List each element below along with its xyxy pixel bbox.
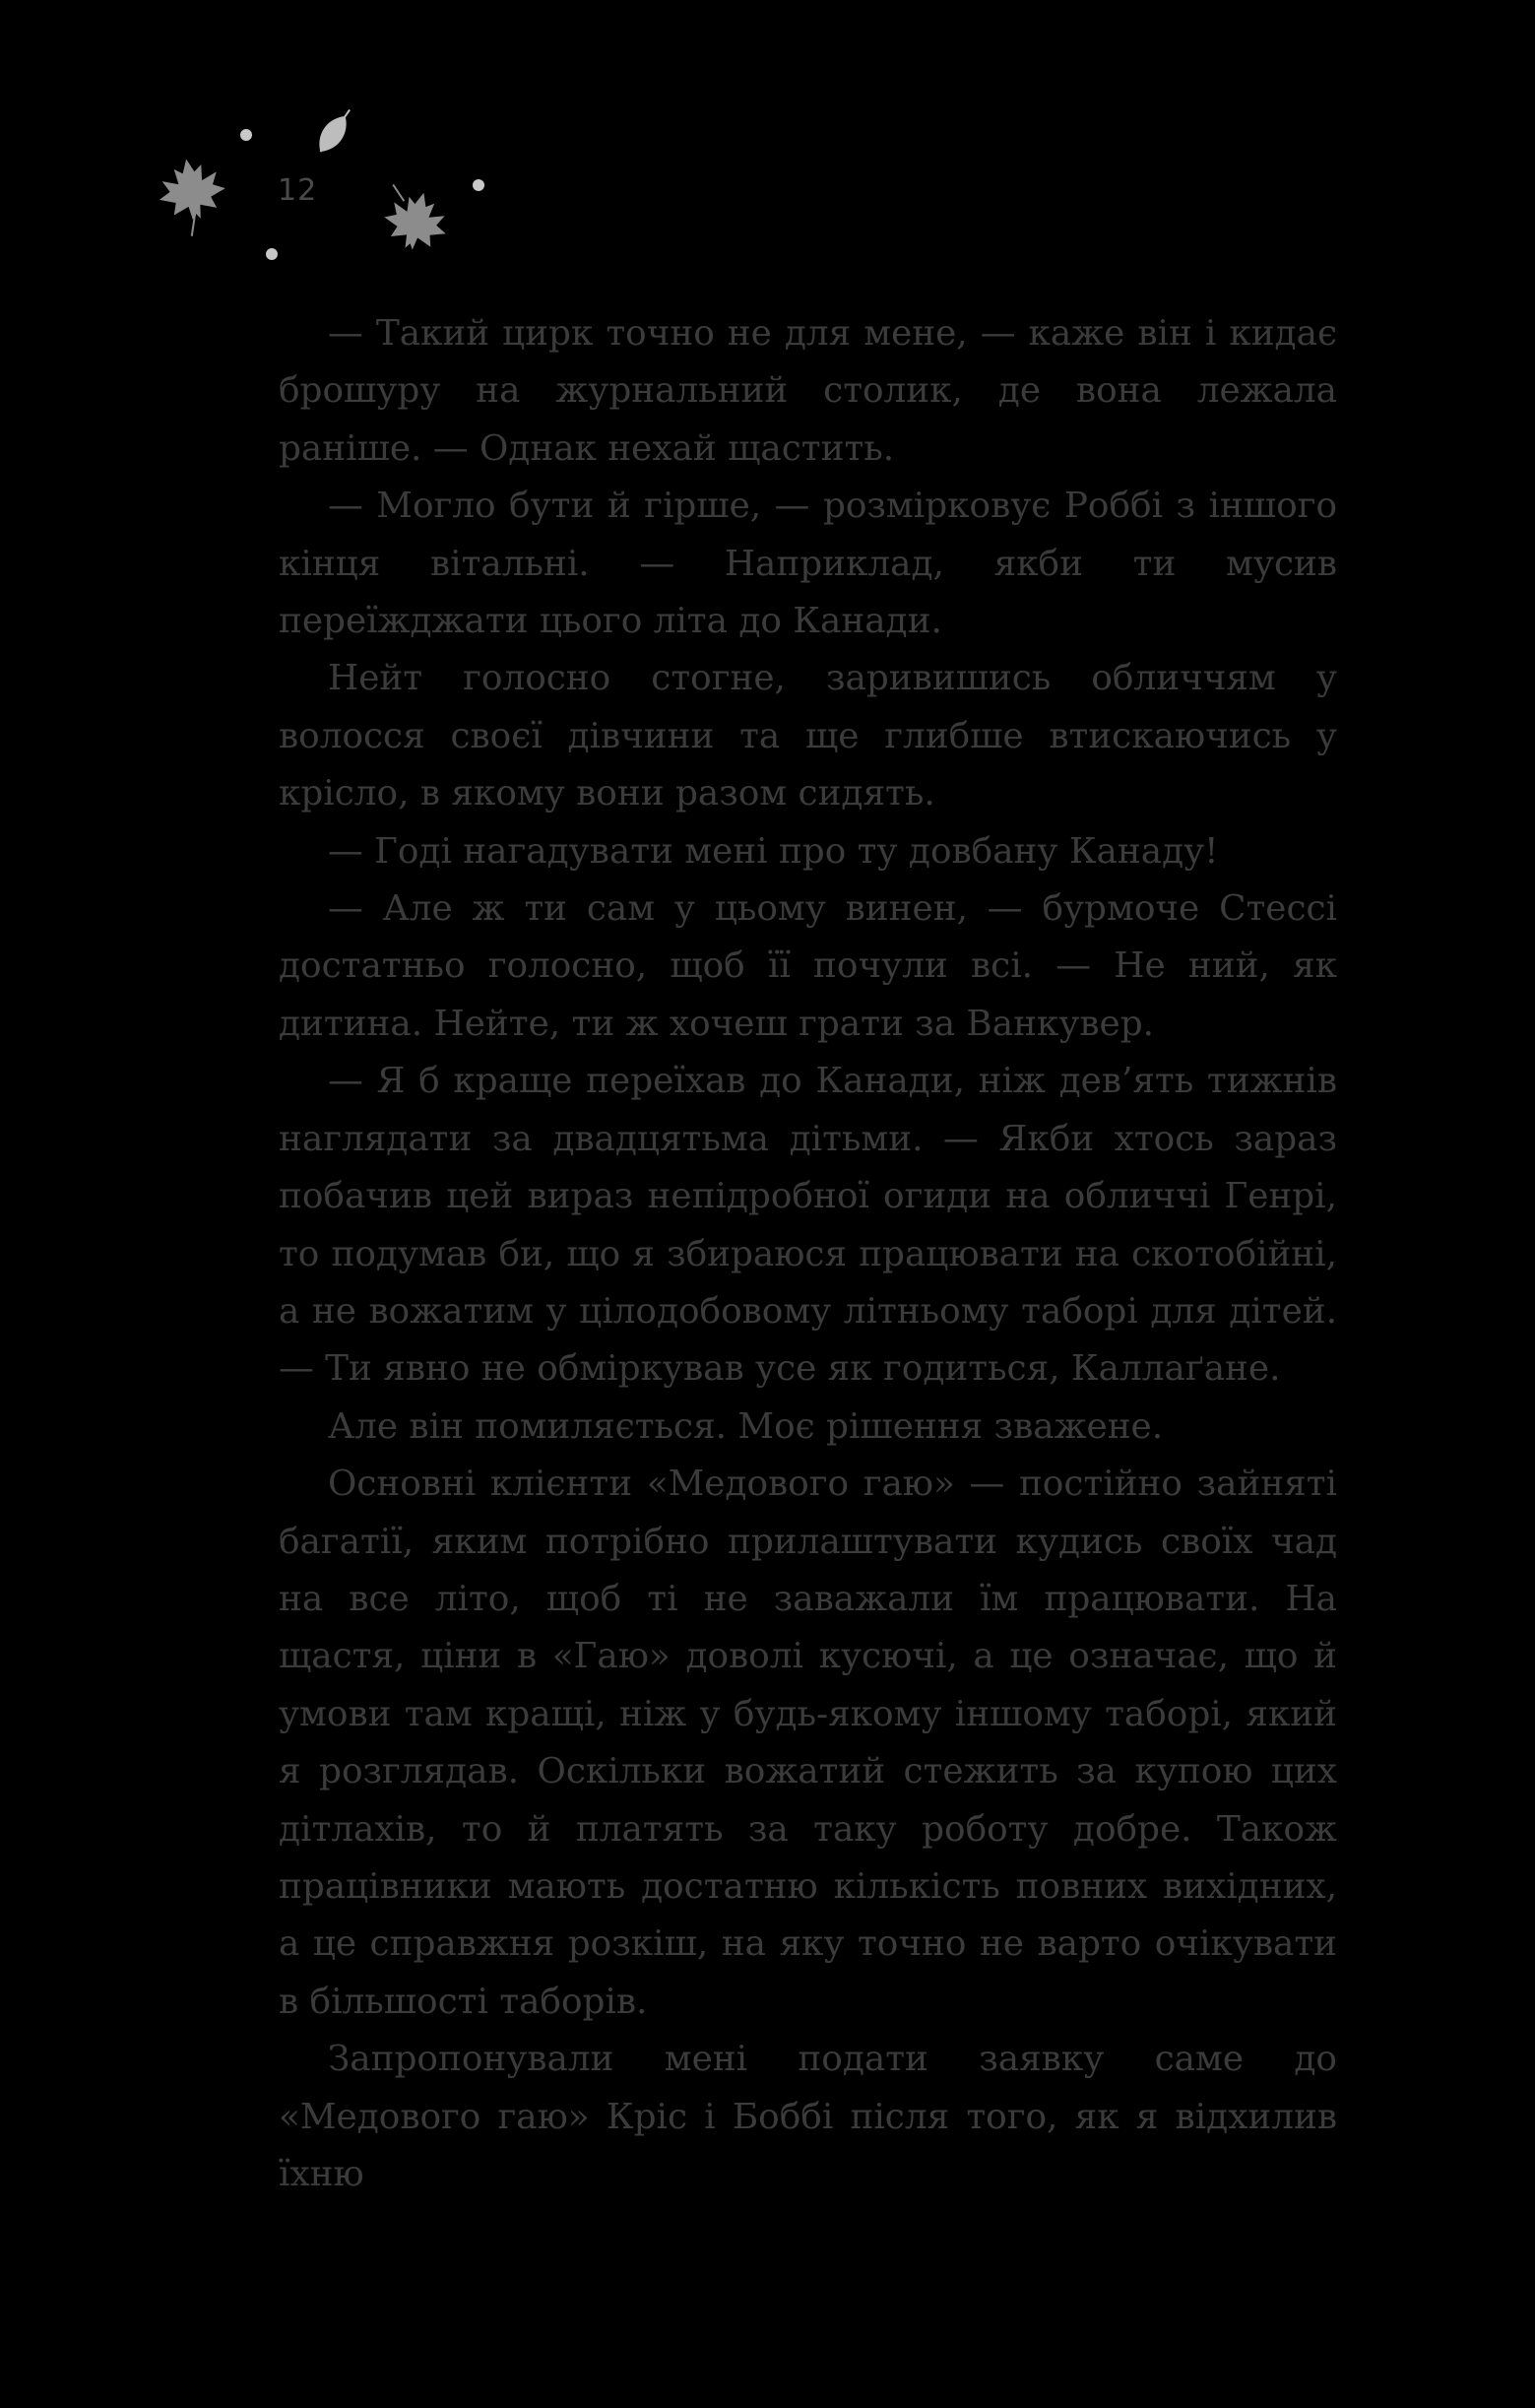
maple-leaf-icon (378, 184, 455, 257)
dot-icon (473, 179, 484, 191)
dot-icon (240, 129, 252, 141)
paragraph: — Могло бути й гірше, — розмірковує Роббі з іншого кінця вітальні. — Наприклад, якби ти мусив переїжджати цього літа до Канади. (279, 486, 1337, 642)
body-text (279, 305, 1337, 2203)
paragraph: Запропонували мені подати заявку саме до «Медового гаю» Кріс і Боббі після того, як я відхилив їхню (279, 2039, 1337, 2194)
maple-leaf-icon (154, 154, 233, 241)
paragraph: — Такий цирк точно не для мене, — каже він і кидає брошуру на журнальний столик, де вона лежала раніше. — Однак нехай щастить. (279, 313, 1337, 469)
paragraph: — Годі нагадувати мені про ту довбану Канаду! (328, 830, 1219, 872)
paragraph: — Я б краще переїхав до Канади, ніж дев’ять тижнів наглядати за двадцятьма дітьми. — Якби хтось зараз побачив цей вираз непідробної огиди на обличчі Генрі, то подумав би, що я збираюся працювати на скотобійні, а не вожатим у цілодобовому літньому таборі для дітей. — Ти явно не обміркував усе як годиться, Каллаґане. (279, 1061, 1337, 1390)
dot-icon (266, 248, 278, 260)
leaf-icon (312, 103, 358, 158)
paragraph: Але він помиляється. Моє рішення зважене. (328, 1405, 1164, 1447)
paragraph: Нейт голосно стогне, заривишись обличчям у волосся своєї дівчини та ще глибше втискаючись у крісло, в якому вони разом сидять. (279, 658, 1337, 814)
autumn-leaves-ornament (148, 98, 502, 276)
page-number: 12 (278, 173, 318, 208)
paragraph: Основні клієнти «Медового гаю» — постійно зайняті багатії, яким потрібно прилаштувати кудись своїх чад на все літо, щоб ті не заважали їм працювати. На щастя, ціни в «Гаю» доволі кусючі, а це означає, що й умови там кращі, ніж у будь-якому іншому таборі, який я розглядав. Оскільки вожатий стежить за купою цих дітлахів, то й платять за таку роботу добре. Також працівники мають достатню кількість повних вихідних, а це справжня розкіш, на яку точно не варто очікувати в більшості таборів. (279, 1464, 1337, 2022)
paragraph: — Але ж ти сам у цьому винен, — бурмоче Стессі достатньо голосно, щоб її почули всі. — Не ний, як дитина. Нейте, ти ж хочеш грати за Ванкувер. (279, 888, 1337, 1044)
